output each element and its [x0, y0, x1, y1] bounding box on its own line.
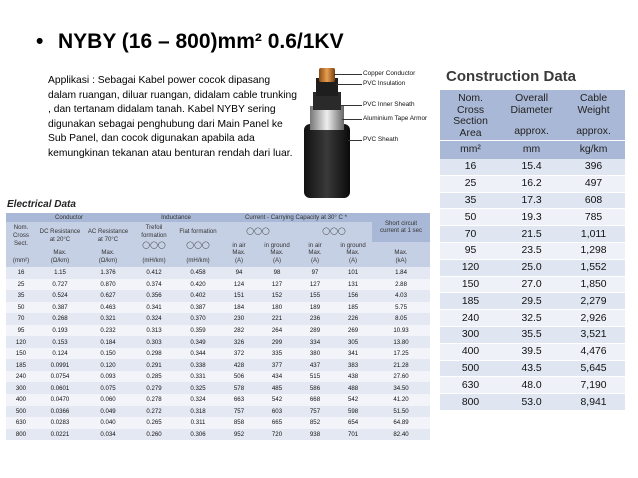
group-conductor: Conductor — [6, 213, 132, 222]
table-cell: 25 — [6, 279, 36, 291]
table-cell: 53.0 — [501, 394, 562, 411]
table-cell: 0.458 — [176, 267, 220, 279]
table-cell: 586 — [296, 382, 334, 394]
table-cell: 0.321 — [84, 313, 132, 325]
table-cell: 0.0221 — [36, 429, 84, 441]
table-cell: 0.412 — [132, 267, 176, 279]
table-cell: 8,941 — [562, 394, 625, 411]
table-cell: 0.325 — [176, 382, 220, 394]
unit-label: (mH/km) — [176, 257, 220, 267]
table-cell: 27.0 — [501, 276, 562, 293]
sub-in-air-2: in air — [296, 242, 334, 250]
table-cell: 51.50 — [372, 406, 430, 418]
table-cell: 438 — [334, 371, 372, 383]
table-cell: 372 — [220, 348, 258, 360]
table-cell: 226 — [334, 313, 372, 325]
table-cell: 0.093 — [84, 371, 132, 383]
table-cell: 630 — [6, 417, 36, 429]
label-aluminium-tape-armor: Aluminium Tape Armor — [363, 115, 428, 122]
table-cell: 16 — [6, 267, 36, 279]
table-cell: 663 — [220, 394, 258, 406]
table-row — [440, 326, 625, 343]
table-cell: 120 — [6, 336, 36, 348]
table-cell: 17.3 — [501, 192, 562, 209]
table-cell: 0.124 — [36, 348, 84, 360]
max-spacer — [6, 249, 36, 257]
table-cell: 0.420 — [176, 279, 220, 291]
table-cell: 25 — [440, 175, 501, 192]
electrical-data-heading: Electrical Data — [7, 199, 76, 210]
table-row — [440, 377, 625, 394]
header-overall-diameter: Overall Diameter approx. — [501, 90, 562, 141]
table-row — [6, 359, 430, 371]
table-cell: 299 — [258, 336, 296, 348]
table-cell: 2,926 — [562, 310, 625, 327]
bullet: • — [36, 30, 44, 53]
table-cell: 1.15 — [36, 267, 84, 279]
table-cell: 542 — [334, 394, 372, 406]
table-cell: 0.285 — [132, 371, 176, 383]
table-cell: 150 — [440, 276, 501, 293]
group-short-circuit: Short circuit current at 1 sec — [372, 213, 430, 242]
sub-spacer — [372, 242, 430, 250]
table-cell: 0.0470 — [36, 394, 84, 406]
unit-label: (Ω/km) — [36, 257, 84, 267]
table-cell: 3,521 — [562, 326, 625, 343]
table-cell: 64.89 — [372, 417, 430, 429]
table-cell: 95 — [440, 242, 501, 259]
table-cell: 152 — [258, 290, 296, 302]
table-cell: 16.2 — [501, 175, 562, 192]
table-cell: 654 — [334, 417, 372, 429]
copper-conductor-shape — [319, 68, 335, 82]
table-cell: 155 — [296, 290, 334, 302]
table-cell: 630 — [440, 377, 501, 394]
unit-label: (A) — [334, 257, 372, 267]
table-cell: 13.80 — [372, 336, 430, 348]
table-cell: 8.05 — [372, 313, 430, 325]
table-row — [6, 417, 430, 429]
table-cell: 0.303 — [132, 336, 176, 348]
table-cell: 0.370 — [176, 313, 220, 325]
table-cell: 0.153 — [36, 336, 84, 348]
table-row — [6, 336, 430, 348]
table-cell: 127 — [296, 279, 334, 291]
table-cell: 0.727 — [36, 279, 84, 291]
table-cell: 35.5 — [501, 326, 562, 343]
table-cell: 0.291 — [132, 359, 176, 371]
table-cell: 184 — [220, 302, 258, 314]
table-cell: 0.049 — [84, 406, 132, 418]
table-cell: 221 — [258, 313, 296, 325]
table-row — [6, 325, 430, 337]
table-row — [6, 279, 430, 291]
table-cell: 0.311 — [176, 417, 220, 429]
table-cell: 0.324 — [132, 313, 176, 325]
table-cell: 701 — [334, 429, 372, 441]
table-cell: 97 — [296, 267, 334, 279]
table-cell: 1.84 — [372, 267, 430, 279]
table-cell: 0.374 — [132, 279, 176, 291]
table-cell: 0.120 — [84, 359, 132, 371]
table-cell: 497 — [562, 175, 625, 192]
table-cell: 334 — [296, 336, 334, 348]
table-cell: 70 — [6, 313, 36, 325]
table-cell: 428 — [220, 359, 258, 371]
table-row — [6, 290, 430, 302]
table-cell: 380 — [296, 348, 334, 360]
table-row — [440, 226, 625, 243]
table-cell: 16 — [440, 159, 501, 175]
table-row — [6, 429, 430, 441]
sub-in-air-1: in air — [220, 242, 258, 250]
table-cell: 70 — [440, 226, 501, 243]
unit-label: (A) — [220, 257, 258, 267]
table-cell: 598 — [334, 406, 372, 418]
table-row — [6, 302, 430, 314]
table-cell: 7,190 — [562, 377, 625, 394]
table-row — [440, 242, 625, 259]
max-spacer — [176, 249, 220, 257]
table-cell: 0.306 — [176, 429, 220, 441]
table-row — [6, 267, 430, 279]
table-cell: 2.88 — [372, 279, 430, 291]
table-cell: 240 — [440, 310, 501, 327]
table-cell: 0.268 — [36, 313, 84, 325]
sub-nom-cross-sect: Nom. Cross Sect. — [6, 222, 36, 249]
table-cell: 23.5 — [501, 242, 562, 259]
table-cell: 282 — [220, 325, 258, 337]
table-cell: 0.232 — [84, 325, 132, 337]
table-cell: 189 — [296, 302, 334, 314]
table-cell: 0.0283 — [36, 417, 84, 429]
unit-label: (Ω/km) — [84, 257, 132, 267]
unit-label: (A) — [296, 257, 334, 267]
table-cell: 858 — [220, 417, 258, 429]
group-inductance: Inductance — [132, 213, 220, 222]
table-cell: 95 — [6, 325, 36, 337]
table-cell: 506 — [220, 371, 258, 383]
table-cell: 15.4 — [501, 159, 562, 175]
slide-title — [36, 30, 344, 54]
table-cell: 0.0754 — [36, 371, 84, 383]
table-cell: 0.318 — [176, 406, 220, 418]
table-cell: 17.25 — [372, 348, 430, 360]
unit-label: (kA) — [372, 257, 430, 267]
table-cell: 0.402 — [176, 290, 220, 302]
table-cell: 10.93 — [372, 325, 430, 337]
table-row — [440, 293, 625, 310]
max-spacer — [132, 249, 176, 257]
table-cell: 852 — [296, 417, 334, 429]
unit-label: (A) — [258, 257, 296, 267]
table-cell: 0.272 — [132, 406, 176, 418]
leader-line — [348, 140, 362, 141]
table-cell: 0.349 — [176, 336, 220, 348]
table-cell: 488 — [334, 382, 372, 394]
table-cell: 101 — [334, 267, 372, 279]
table-cell: 500 — [440, 360, 501, 377]
table-cell: 0.184 — [84, 336, 132, 348]
construction-data-table — [440, 90, 625, 411]
table-cell: 29.5 — [501, 293, 562, 310]
table-cell: 124 — [220, 279, 258, 291]
table-cell: 50 — [440, 209, 501, 226]
table-cell: 5.75 — [372, 302, 430, 314]
unit-mm: mm — [501, 141, 562, 160]
table-cell: 120 — [440, 259, 501, 276]
table-cell: 0.279 — [132, 382, 176, 394]
table-cell: 0.260 — [132, 429, 176, 441]
table-cell: 757 — [220, 406, 258, 418]
table-cell: 305 — [334, 336, 372, 348]
table-cell: 236 — [296, 313, 334, 325]
table-cell: 27.60 — [372, 371, 430, 383]
table-cell: 0.331 — [176, 371, 220, 383]
leader-line — [336, 84, 362, 85]
table-cell: 289 — [296, 325, 334, 337]
table-cell: 396 — [562, 159, 625, 175]
sub-in-ground-1: in ground — [258, 242, 296, 250]
table-cell: 1,552 — [562, 259, 625, 276]
leader-line — [340, 105, 362, 106]
table-cell: 180 — [258, 302, 296, 314]
table-cell: 185 — [334, 302, 372, 314]
table-cell: 437 — [296, 359, 334, 371]
flat-symbol-icon: ◯◯◯ — [296, 222, 372, 242]
table-cell: 21.5 — [501, 226, 562, 243]
table-cell: 25.0 — [501, 259, 562, 276]
table-cell: 240 — [6, 371, 36, 383]
table-cell: 0.387 — [176, 302, 220, 314]
table-row — [440, 175, 625, 192]
table-cell: 1,298 — [562, 242, 625, 259]
sub-dc-resistance: DC Resistance at 20°C — [36, 222, 84, 249]
table-cell: 578 — [220, 382, 258, 394]
sub-in-ground-2: in ground — [334, 242, 372, 250]
table-cell: 4,476 — [562, 343, 625, 360]
table-cell: 2,279 — [562, 293, 625, 310]
table-cell: 43.5 — [501, 360, 562, 377]
table-cell: 0.338 — [176, 359, 220, 371]
table-cell: 0.524 — [36, 290, 84, 302]
table-row — [6, 371, 430, 383]
table-cell: 35 — [440, 192, 501, 209]
table-cell: 800 — [440, 394, 501, 411]
table-cell: 94 — [220, 267, 258, 279]
table-cell: 185 — [6, 359, 36, 371]
unit-label: (mm²) — [6, 257, 36, 267]
table-cell: 500 — [6, 406, 36, 418]
table-row — [6, 382, 430, 394]
table-cell: 48.0 — [501, 377, 562, 394]
label-pvc-insulation: PVC Insulation — [363, 80, 406, 87]
sub-ac-resistance: AC Resistance at 70°C — [84, 222, 132, 249]
table-row — [440, 343, 625, 360]
table-cell: 383 — [334, 359, 372, 371]
table-cell: 39.5 — [501, 343, 562, 360]
table-row — [6, 394, 430, 406]
table-cell: 341 — [334, 348, 372, 360]
table-cell: 0.324 — [176, 394, 220, 406]
table-cell: 0.627 — [84, 290, 132, 302]
unit-kgkm: kg/km — [562, 141, 625, 160]
table-cell: 757 — [296, 406, 334, 418]
header-cable-weight: Cable Weight approx. — [562, 90, 625, 141]
max-label: Max. — [334, 249, 372, 257]
table-cell: 0.0601 — [36, 382, 84, 394]
unit-label: (mH/km) — [132, 257, 176, 267]
table-cell: 0.463 — [84, 302, 132, 314]
table-cell: 0.0991 — [36, 359, 84, 371]
table-cell: 300 — [6, 382, 36, 394]
label-pvc-inner-sheath: PVC Inner Sheath — [363, 101, 415, 108]
table-cell: 400 — [440, 343, 501, 360]
table-cell: 34.50 — [372, 382, 430, 394]
table-cell: 400 — [6, 394, 36, 406]
pvc-sheath-shape — [304, 124, 350, 198]
table-cell: 21.28 — [372, 359, 430, 371]
table-cell: 720 — [258, 429, 296, 441]
table-row — [6, 313, 430, 325]
table-cell: 1,011 — [562, 226, 625, 243]
table-row — [440, 159, 625, 175]
table-cell: 0.150 — [84, 348, 132, 360]
table-cell: 150 — [6, 348, 36, 360]
max-label: Max. — [372, 249, 430, 257]
table-cell: 82.40 — [372, 429, 430, 441]
electrical-data-table — [6, 213, 430, 440]
table-cell: 542 — [258, 394, 296, 406]
table-cell: 0.265 — [132, 417, 176, 429]
table-row — [440, 360, 625, 377]
table-cell: 785 — [562, 209, 625, 226]
table-cell: 151 — [220, 290, 258, 302]
table-cell: 434 — [258, 371, 296, 383]
unit-mm2: mm² — [440, 141, 501, 160]
table-cell: 156 — [334, 290, 372, 302]
table-cell: 131 — [334, 279, 372, 291]
leader-line — [342, 119, 362, 120]
table-cell: 127 — [258, 279, 296, 291]
table-cell: 0.060 — [84, 394, 132, 406]
table-cell: 19.3 — [501, 209, 562, 226]
construction-data-heading: Construction Data — [446, 68, 577, 85]
table-cell: 938 — [296, 429, 334, 441]
max-label: Max. — [36, 249, 84, 257]
title-text: NYBY (16 – 800)mm² 0.6/1KV — [58, 30, 344, 53]
table-cell: 0.344 — [176, 348, 220, 360]
table-cell: 0.387 — [36, 302, 84, 314]
group-current-capacity: Current - Carrying Capacity at 30° C * — [220, 213, 372, 222]
table-cell: 0.313 — [132, 325, 176, 337]
table-cell: 98 — [258, 267, 296, 279]
table-cell: 35 — [6, 290, 36, 302]
max-label: Max. — [84, 249, 132, 257]
table-cell: 41.20 — [372, 394, 430, 406]
max-label: Max. — [220, 249, 258, 257]
max-label: Max. — [258, 249, 296, 257]
table-cell: 485 — [258, 382, 296, 394]
application-description: Applikasi : Sebagai Kabel power cocok dipasang dalam ruangan, diluar ruangan, didalam cable trunking , dan tertanam didalam tanah. Kabel NYBY sering digunakan sebagai penghubung dari Main Panel ke Sub Panel, dan cocok digunakan apabila ada kemungkinan tekanan atau benturan rendah dari luar. — [48, 75, 298, 159]
table-cell: 32.5 — [501, 310, 562, 327]
table-cell: 665 — [258, 417, 296, 429]
table-cell: 264 — [258, 325, 296, 337]
table-cell: 185 — [440, 293, 501, 310]
table-row — [6, 406, 430, 418]
table-cell: 0.298 — [132, 348, 176, 360]
sub-trefoil: Trefoil formation — [132, 222, 176, 242]
table-row — [440, 276, 625, 293]
table-row — [440, 209, 625, 226]
table-cell: 300 — [440, 326, 501, 343]
table-cell: 603 — [258, 406, 296, 418]
table-cell: 668 — [296, 394, 334, 406]
table-row — [440, 394, 625, 411]
table-cell: 0.341 — [132, 302, 176, 314]
table-cell: 515 — [296, 371, 334, 383]
table-cell: 377 — [258, 359, 296, 371]
flat-formation-icon: ◯◯◯ — [176, 242, 220, 250]
table-cell: 0.034 — [84, 429, 132, 441]
table-cell: 0.278 — [132, 394, 176, 406]
table-cell: 0.870 — [84, 279, 132, 291]
trefoil-symbol-icon: ◯◯◯ — [220, 222, 296, 242]
table-cell: 608 — [562, 192, 625, 209]
table-cell: 800 — [6, 429, 36, 441]
header-nom-cross-section: Nom. Cross Section Area — [440, 90, 501, 141]
table-row — [6, 348, 430, 360]
table-cell: 1.376 — [84, 267, 132, 279]
sub-flat: Flat formation — [176, 222, 220, 242]
table-cell: 0.356 — [132, 290, 176, 302]
table-cell: 4.03 — [372, 290, 430, 302]
max-label: Max. — [296, 249, 334, 257]
table-cell: 952 — [220, 429, 258, 441]
table-row — [440, 259, 625, 276]
table-cell: 335 — [258, 348, 296, 360]
trefoil-formation-icon: ◯◯◯ — [132, 242, 176, 250]
table-cell: 0.040 — [84, 417, 132, 429]
label-pvc-sheath: PVC Sheath — [363, 136, 399, 143]
label-copper-conductor: Copper Conductor — [363, 70, 416, 77]
table-cell: 269 — [334, 325, 372, 337]
leader-line — [334, 74, 362, 75]
table-row — [440, 192, 625, 209]
table-cell: 230 — [220, 313, 258, 325]
table-cell: 50 — [6, 302, 36, 314]
table-cell: 0.359 — [176, 325, 220, 337]
table-row — [440, 310, 625, 327]
table-cell: 1,850 — [562, 276, 625, 293]
table-cell: 326 — [220, 336, 258, 348]
table-cell: 0.193 — [36, 325, 84, 337]
table-cell: 5,645 — [562, 360, 625, 377]
table-cell: 0.0366 — [36, 406, 84, 418]
table-cell: 0.075 — [84, 382, 132, 394]
